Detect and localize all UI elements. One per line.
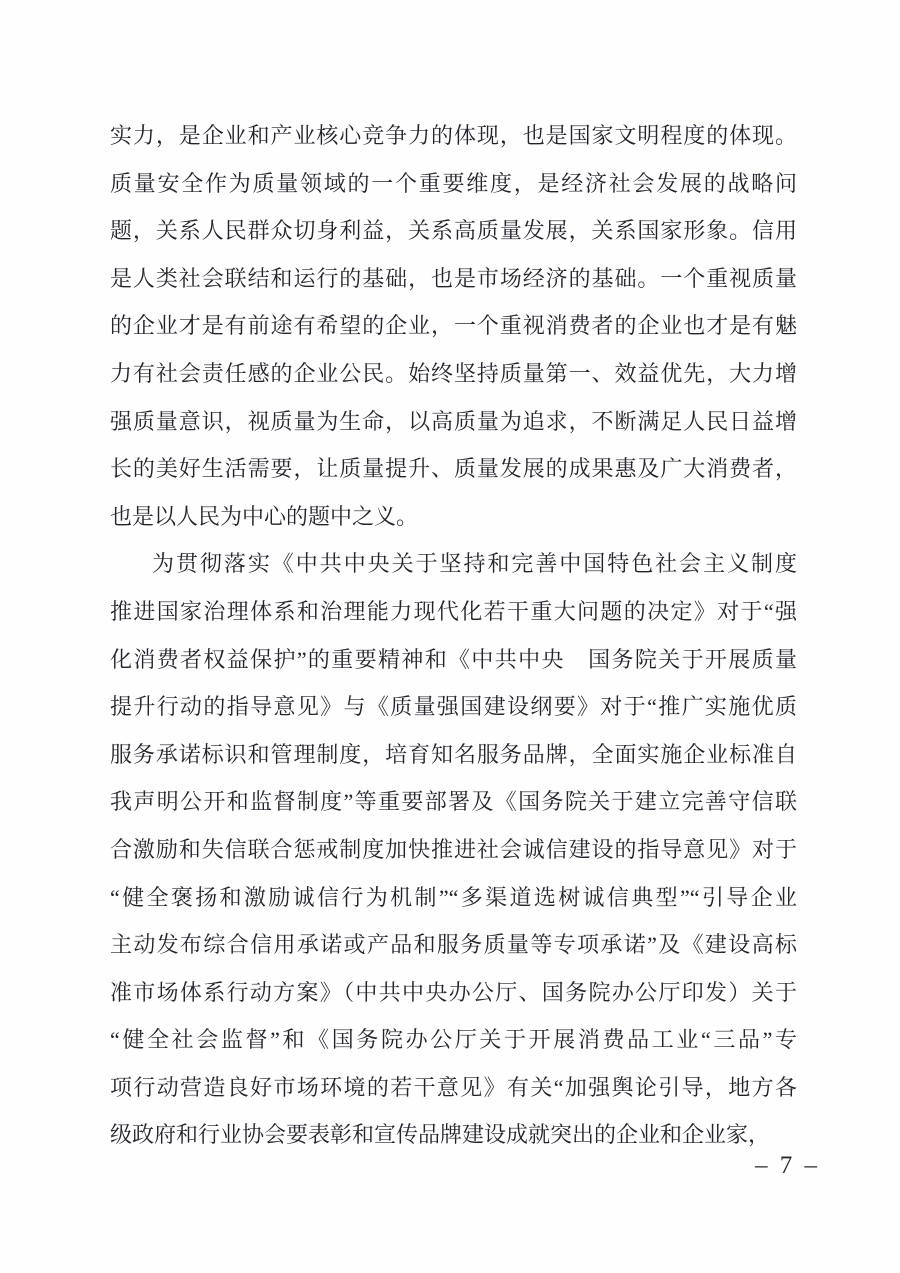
text-line: 提升行动的指导意见》与《质量强国建设纲要》对于“推广实施优质 [110, 694, 797, 720]
text-line: 也是以人民为中心的题中之义。 [110, 503, 419, 529]
paragraph [110, 112, 797, 540]
text-line: 题，关系人民群众切身利益，关系高质量发展，关系国家形象。信用 [110, 218, 797, 244]
text-line: 级政府和行业协会要表彰和宣传品牌建设成就突出的企业和企业家， [110, 1122, 771, 1148]
text-line: 质量安全作为质量领域的一个重要维度，是经济社会发展的战略问 [110, 170, 797, 196]
page-number: – 7 – [755, 1152, 820, 1179]
text-line: “健全褒扬和激励诚信行为机制”“多渠道选树诚信典型”“引导企业 [110, 884, 797, 910]
text-line: 合激励和失信联合惩戒制度加快推进社会诚信建设的指导意见》对于 [110, 836, 797, 862]
text-line: 力有社会责任感的企业公民。始终坚持质量第一、效益优先，大力增 [110, 360, 797, 386]
text-line: 项行动营造良好市场环境的若干意见》有关“加强舆论引导，地方各 [110, 1074, 797, 1100]
text-line: “健全社会监督”和《国务院办公厅关于开展消费品工业“三品”专 [110, 1027, 797, 1053]
text-line: 强质量意识，视质量为生命，以高质量为追求，不断满足人民日益增 [110, 408, 797, 434]
text-line: 长的美好生活需要，让质量提升、质量发展的成果惠及广大消费者， [110, 456, 797, 482]
text-line: 化消费者权益保护”的重要精神和《中共中央 国务院关于开展质量 [110, 646, 797, 672]
text-block [110, 112, 797, 1159]
text-line: 我声明公开和监督制度”等重要部署及《国务院关于建立完善守信联 [110, 789, 797, 815]
text-line: 主动发布综合信用承诺或产品和服务质量等专项承诺”及《建设高标 [110, 932, 797, 958]
text-line: 为贯彻落实《中共中央关于坚持和完善中国特色社会主义制度 [152, 551, 797, 577]
text-line: 推进国家治理体系和治理能力现代化若干重大问题的决定》对于“强 [110, 598, 797, 624]
text-line: 的企业才是有前途有希望的企业，一个重视消费者的企业也才是有魅 [110, 313, 797, 339]
paragraph [110, 540, 797, 1159]
text-line: 服务承诺标识和管理制度，培育知名服务品牌，全面实施企业标准自 [110, 741, 797, 767]
text-line: 实力，是企业和产业核心竞争力的体现，也是国家文明程度的体现。 [110, 123, 797, 148]
text-line: 准市场体系行动方案》（中共中央办公厅、国务院办公厅印发）关于 [110, 979, 797, 1005]
text-line: 是人类社会联结和运行的基础，也是市场经济的基础。一个重视质量 [110, 265, 797, 291]
